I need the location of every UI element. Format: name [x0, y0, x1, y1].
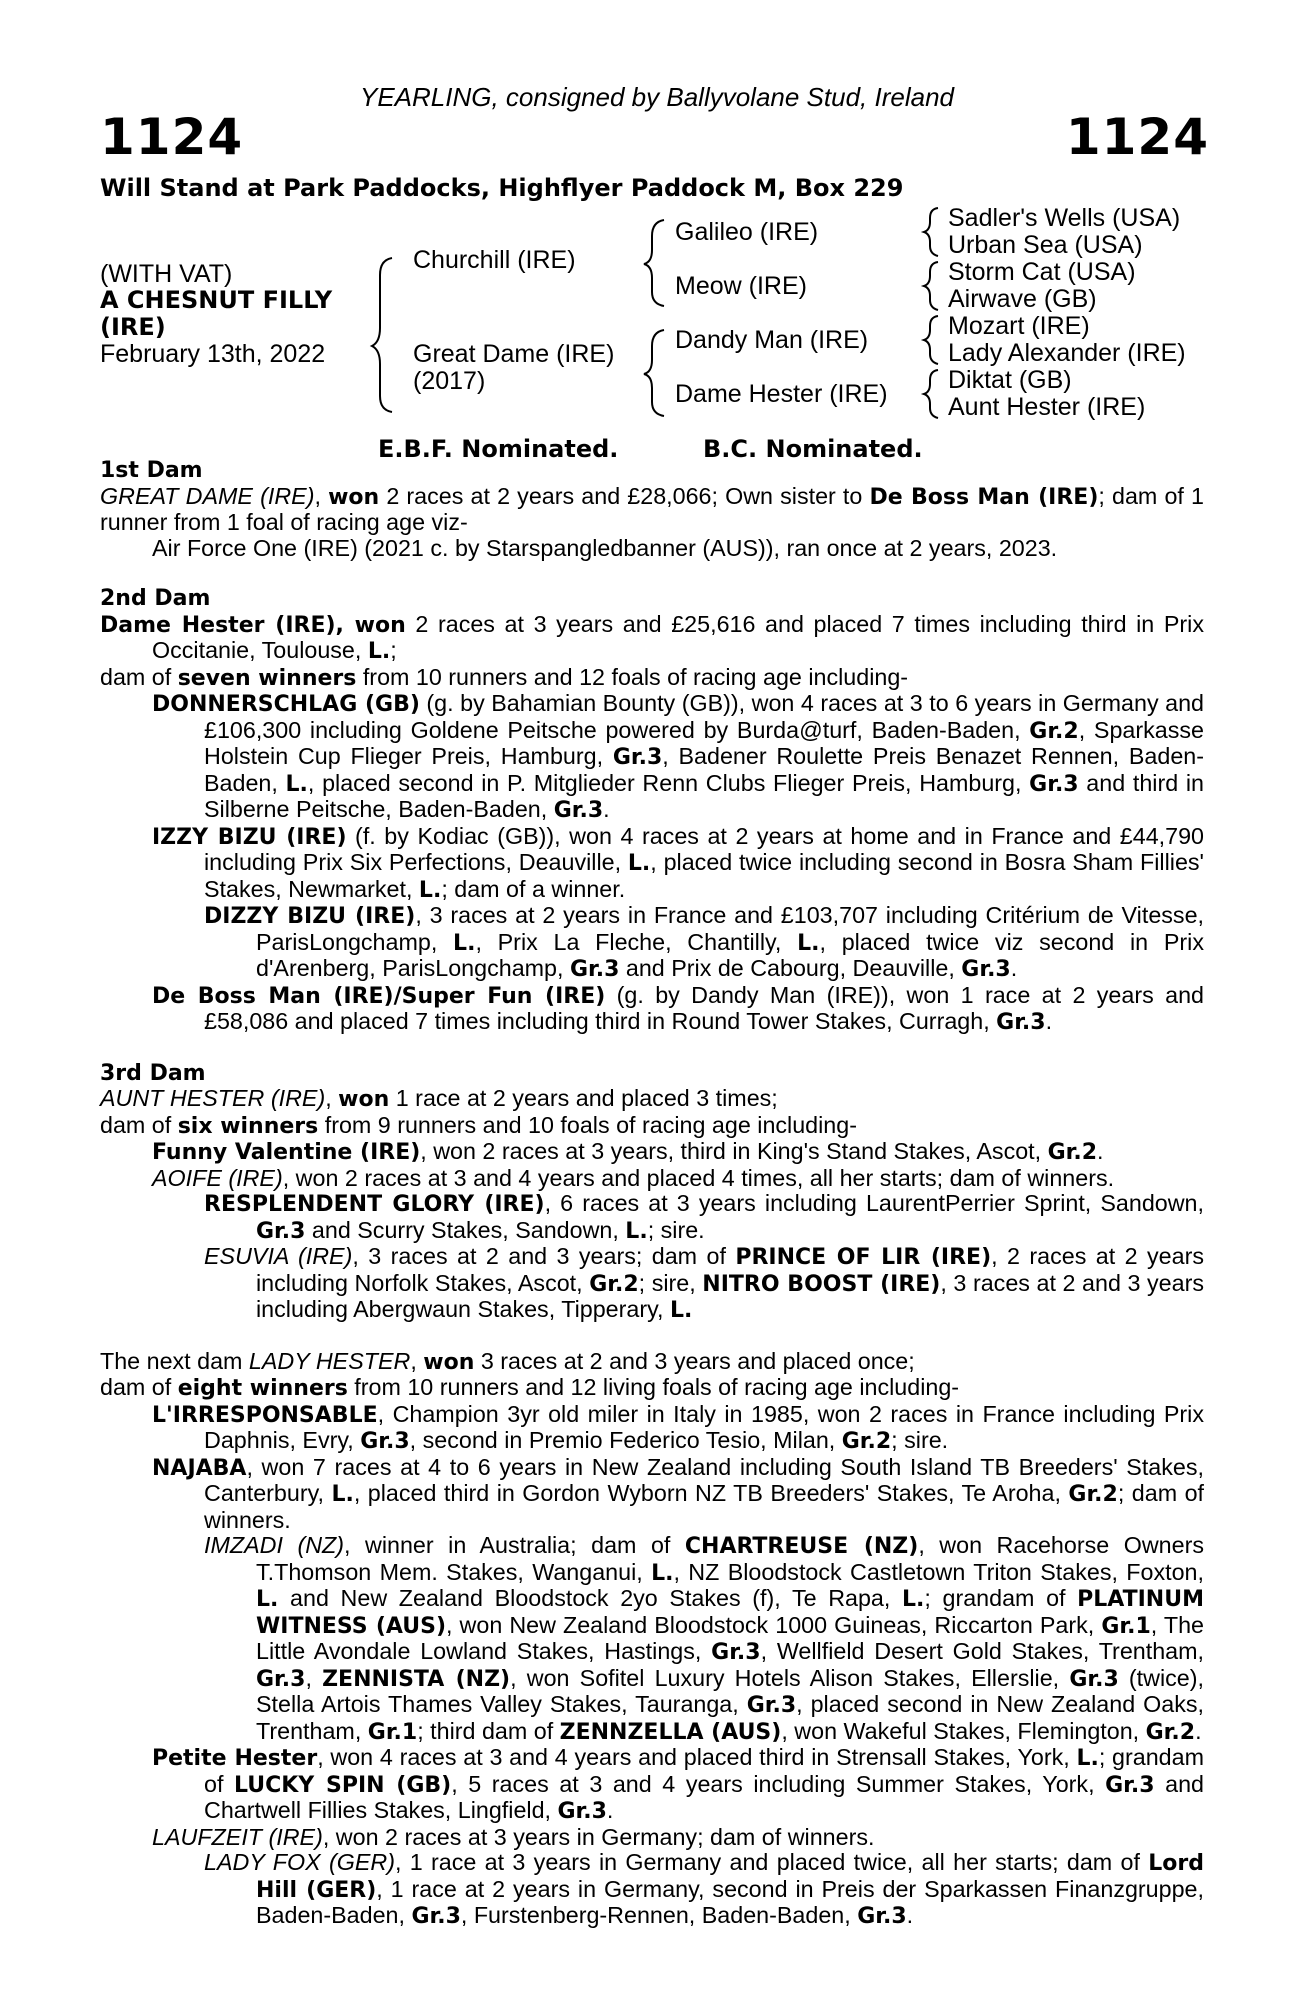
brace-dam: [644, 330, 664, 416]
dam-dam: Dame Hester (IRE): [675, 380, 888, 408]
ebf-nominated: E.B.F. Nominated.: [378, 435, 619, 463]
first-dam-paragraph: GREAT DAME (IRE), won 2 races at 2 years and £28,066; Own sister to De Boss Man (IRE); dam of 1 runner from 1 foal of racing age viz-: [100, 482, 1204, 535]
progeny-funny-valentine: Funny Valentine (IRE), won 2 races at 3 years, third in King's Stand Stakes, Ascot, Gr.2.: [152, 1138, 1104, 1165]
lot-number-left: 1124: [100, 108, 244, 166]
horse-name-country: (IRE): [100, 313, 166, 341]
progeny-lady-fox: LADY FOX (GER), 1 race at 3 years in Germany and placed twice, all her starts; dam of Lord Hill (GER), 1 race at 2 years in Germany, second in Preis der Sparkassen Finanzgruppe, Baden-Baden, Gr.3, Furstenberg-Rennen, Baden-Baden, Gr.3.: [204, 1849, 1204, 1929]
next-dam-paragraph: The next dam LADY HESTER, won 3 races at 2 and 3 years and placed once;: [100, 1347, 915, 1375]
sire-dam: Meow (IRE): [675, 272, 807, 300]
third-dam-produce-summary: dam of six winners from 9 runners and 10 foals of racing age including-: [100, 1111, 857, 1139]
next-dam-produce-summary: dam of eight winners from 10 runners and 12 living foals of racing age including-: [100, 1374, 960, 1401]
foaling-date: February 13th, 2022: [100, 340, 326, 368]
progeny-imzadi: IMZADI (NZ), winner in Australia; dam of CHARTREUSE (NZ), won Racehorse Owners T.Thomson Mem. Stakes, Wanganui, L., NZ Bloodstock Castletown Triton Stakes, Foxton, L. and New Zealand Bloodstock 2yo Stakes (f), Te Rapa, L.; grandam of PLATINUM WITNESS (AUS), won New Zealand Bloodstock 1000 Guineas, Riccarton Park, Gr.1, The Little Avondale Lowland Stakes, Hastings, Gr.3, Wellfield Desert Gold Stakes, Trentham, Gr.3, ZENNISTA (NZ), won Sofitel Luxury Hotels Alison Stakes, Ellerslie, Gr.3 (twice), Stella Artois Thames Valley Stakes, Tauranga, Gr.3, placed second in New Zealand Oaks, Trentham, Gr.1; third dam of ZENNZELLA (AUS), won Wakeful Stakes, Flemington, Gr.2.: [204, 1532, 1204, 1745]
granddam-2: Urban Sea (USA): [948, 231, 1143, 259]
brace-g34: [924, 262, 938, 310]
lot-number-right: 1124: [1065, 108, 1209, 166]
progeny-petite-hester: Petite Hester, won 4 races at 3 and 4 years and placed third in Strensall Stakes, York, L.; grandam of LUCKY SPIN (GB), 5 races at 3 and 4 years including Summer Stakes, York, Gr.3 and Chartwell Fillies Stakes, Lingfield, Gr.3.: [152, 1744, 1204, 1824]
progeny-lirresponsable: L'IRRESPONSABLE, Champion 3yr old miler in Italy in 1985, won 2 races in France including Prix Daphnis, Evry, Gr.3, second in Premio Federico Tesio, Milan, Gr.2; sire.: [152, 1400, 1204, 1454]
dam: Great Dame (IRE): [413, 340, 615, 368]
dam-sire: Dandy Man (IRE): [675, 326, 869, 354]
catalogue-body: [100, 458, 1204, 1930]
consignment-line: YEARLING, consigned by Ballyvolane Stud, Ireland: [359, 82, 954, 112]
vat-note: (WITH VAT): [100, 260, 233, 288]
second-dam-paragraph: Dame Hester (IRE), won 2 races at 3 years and £25,616 and placed 7 times including third in Prix Occitanie, Toulouse, L.;: [100, 610, 1205, 664]
grandsire-7: Diktat (GB): [948, 366, 1072, 394]
granddam-6: Lady Alexander (IRE): [948, 339, 1186, 367]
granddam-4: Airwave (GB): [948, 285, 1097, 313]
third-dam-heading: 3rd Dam: [100, 1060, 206, 1086]
progeny-laufzeit: LAUFZEIT (IRE), won 2 races at 3 years in Germany; dam of winners.: [152, 1823, 875, 1850]
progeny-najaba: NAJABA, won 7 races at 4 to 6 years in New Zealand including South Island TB Breeders' Stakes, Canterbury, L., placed third in Gordon Wyborn NZ TB Breeders' Stakes, Te Aroha, Gr.2; dam of winners.: [152, 1453, 1204, 1533]
brace-sire: [644, 220, 664, 306]
brace-g12: [924, 208, 938, 256]
first-dam-progeny: Air Force One (IRE) (2021 c. by Starspangledbanner (AUS)), ran once at 2 years, 2023.: [152, 534, 1058, 561]
progeny-dizzy-bizu: DIZZY BIZU (IRE), 3 races at 2 years in France and £103,707 including Critérium de Vitesse, ParisLongchamp, L., Prix La Fleche, Chantilly, L., placed twice viz second in Prix d'Arenberg, ParisLongchamp, Gr.3 and Prix de Cabourg, Deauville, Gr.3.: [204, 902, 1204, 982]
progeny-aoife: AOIFE (IRE), won 2 races at 3 and 4 years and placed 4 times, all her starts; dam of winners.: [152, 1164, 1115, 1191]
second-dam-heading: 2nd Dam: [100, 586, 211, 611]
bc-nominated: B.C. Nominated.: [703, 435, 923, 463]
progeny-de-boss-man: De Boss Man (IRE)/Super Fun (IRE) (g. by Dandy Man (IRE)), won 1 race at 2 years and £58,086 and placed 7 times including third in Round Tower Stakes, Curragh, Gr.3.: [152, 981, 1204, 1035]
sire-sire: Galileo (IRE): [675, 218, 819, 246]
horse-name: A CHESNUT FILLY: [100, 286, 333, 314]
grandsire-5: Mozart (IRE): [948, 312, 1090, 340]
progeny-donnerschlag: DONNERSCHLAG (GB) (g. by Bahamian Bounty (GB)), won 4 races at 3 to 6 years in Germany and £106,300 including Goldene Peitsche powered by Burda@turf, Baden-Baden, Gr.2, Sparkasse Holstein Cup Flieger Preis, Hamburg, Gr.3, Badener Roulette Preis Benazet Rennen, Baden-Baden, L., placed second in P. Mitglieder Renn Clubs Flieger Preis, Hamburg, Gr.3 and third in Silberne Peitsche, Baden-Baden, Gr.3.: [152, 690, 1205, 823]
first-dam-heading: 1st Dam: [100, 458, 203, 483]
sire: Churchill (IRE): [413, 246, 576, 274]
grandsire-3: Storm Cat (USA): [948, 258, 1136, 286]
progeny-izzy-bizu: IZZY BIZU (IRE) (f. by Kodiac (GB)), won 4 races at 2 years at home and in France and £44,790 including Prix Six Perfections, Deauville, L., placed twice including second in Bosra Sham Fillies' Stakes, Newmarket, L.; dam of a winner.: [152, 822, 1204, 903]
dam-year: (2017): [413, 367, 486, 395]
brace-gen1: [372, 258, 392, 412]
brace-g56: [924, 316, 938, 364]
stand-location: Will Stand at Park Paddocks, Highflyer Paddock M, Box 229: [100, 174, 904, 202]
granddam-8: Aunt Hester (IRE): [948, 393, 1146, 421]
brace-g78: [924, 370, 938, 418]
third-dam-paragraph: AUNT HESTER (IRE), won 1 race at 2 years and placed 3 times;: [100, 1085, 778, 1112]
progeny-esuvia: ESUVIA (IRE), 3 races at 2 and 3 years; dam of PRINCE OF LIR (IRE), 2 races at 2 years including Norfolk Stakes, Ascot, Gr.2; sire, NITRO BOOST (IRE), 3 races at 2 and 3 years including Abergwaun Stakes, Tipperary, L.: [204, 1243, 1204, 1323]
grandsire-1: Sadler's Wells (USA): [948, 204, 1181, 232]
second-dam-produce-summary: dam of seven winners from 10 runners and 12 foals of racing age including-: [100, 663, 909, 691]
progeny-resplendent-glory: RESPLENDENT GLORY (IRE), 6 races at 3 years including LaurentPerrier Sprint, Sandown, Gr.3 and Scurry Stakes, Sandown, L.; sire.: [204, 1190, 1204, 1244]
